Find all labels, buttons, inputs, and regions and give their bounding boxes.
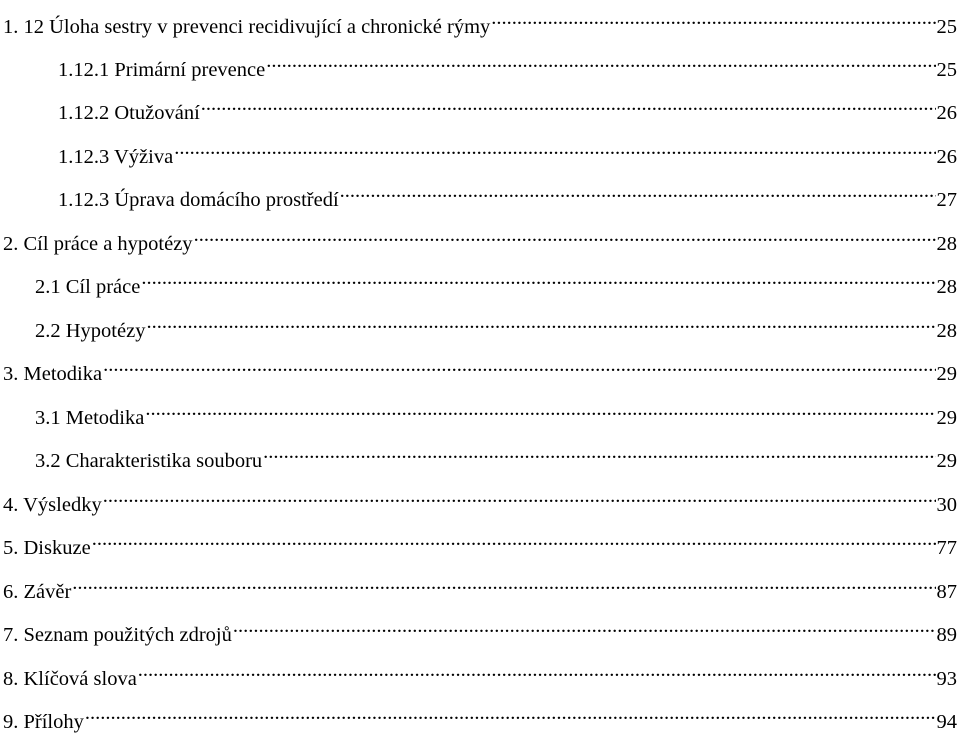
toc-entry-label: 2. Cíl práce a hypotézy [3,233,193,255]
dot-leader [263,437,935,467]
toc-entry-label: 3.2 Charakteristika souboru [35,450,263,472]
toc-entry-label: 8. Klíčová slova [3,668,137,690]
toc-entry-label: 9. Přílohy [3,711,84,733]
toc-entry-label: 1.12.2 Otužování [58,102,200,124]
dot-leader [103,350,935,380]
toc-entry-page: 30 [936,494,957,516]
toc-entry [0,3,957,38]
toc-entry [0,46,957,81]
toc-entry-page: 87 [936,581,957,603]
toc-entry [0,89,957,124]
toc-entry [0,698,957,733]
toc-entry-page: 29 [936,407,957,429]
toc-entry-page: 28 [936,276,957,298]
toc-entry-label: 5. Diskuze [3,537,91,559]
toc-entry [0,307,957,342]
dot-leader [85,698,936,728]
toc-entry-label: 1.12.3 Výživa [58,146,174,168]
toc-entry [0,568,957,603]
dot-leader [141,263,935,293]
dot-leader [138,655,936,685]
toc-entry-page: 26 [936,146,957,168]
toc-entry-page: 28 [936,320,957,342]
toc-entry-page: 93 [936,668,957,690]
dot-leader [145,394,935,424]
toc-entry-label: 1.12.3 Úprava domácího prostředí [58,189,339,211]
toc-entry [0,437,957,472]
dot-leader [491,3,935,33]
toc-entry-page: 27 [936,189,957,211]
toc-entry-page: 25 [936,59,957,81]
dot-leader [103,481,936,511]
toc-entry [0,133,957,168]
toc-entry [0,263,957,298]
toc-entry-label: 1.12.1 Primární prevence [58,59,266,81]
dot-leader [266,46,935,76]
dot-leader [201,89,936,119]
toc-entry [0,220,957,255]
toc-entry-label: 2.1 Cíl práce [35,276,141,298]
dot-leader [174,133,935,163]
toc-entry-label: 4. Výsledky [3,494,102,516]
toc-entry [0,481,957,516]
toc-entry-page: 28 [936,233,957,255]
toc-entry-page: 29 [936,450,957,472]
toc-entry [0,655,957,690]
toc-entry-label: 3.1 Metodika [35,407,145,429]
toc-entry-page: 94 [936,711,957,733]
dot-leader [92,524,936,554]
toc-entry [0,611,957,646]
dot-leader [194,220,936,250]
toc-entry-label: 2.2 Hypotézy [35,320,146,342]
toc-entry-label: 1. 12 Úloha sestry v prevenci recidivující a chronické rýmy [3,16,491,38]
dot-leader [340,176,936,206]
dot-leader [72,568,935,598]
toc-entry-label: 3. Metodika [3,363,103,385]
toc-entry-page: 25 [936,16,957,38]
toc-entry-page: 29 [936,363,957,385]
toc-entry-page: 77 [936,537,957,559]
toc-entry-label: 6. Závěr [3,581,72,603]
dot-leader [146,307,935,337]
toc-entry-page: 89 [936,624,957,646]
toc-entry-label: 7. Seznam použitých zdrojů [3,624,232,646]
toc-entry [0,394,957,429]
toc-entry [0,176,957,211]
toc-entry-page: 26 [936,102,957,124]
toc-entry [0,524,957,559]
dot-leader [233,611,936,641]
toc-entry [0,350,957,385]
